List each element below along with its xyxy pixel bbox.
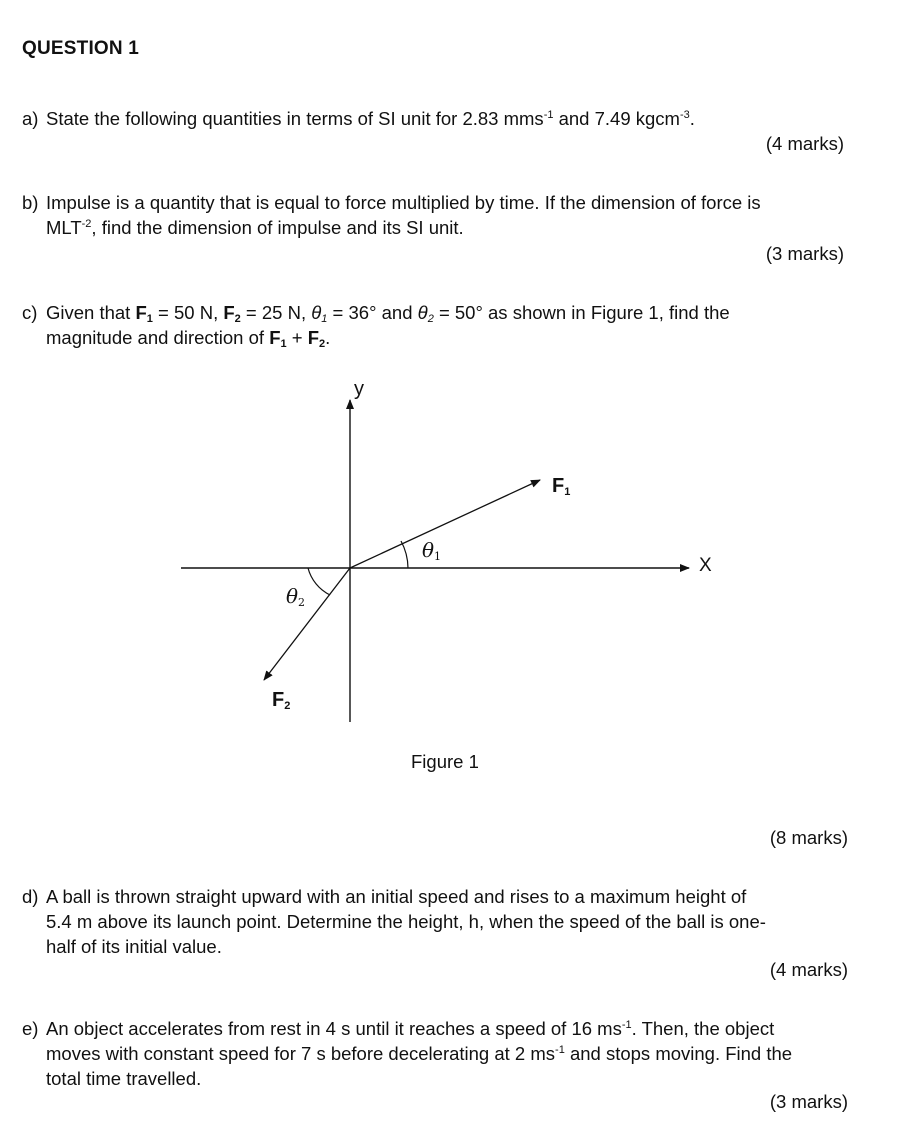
question-d-line2: 5.4 m above its launch point. Determine the height, h, when the speed of the ball is one- [46,911,766,932]
question-e-line2b: and stops moving. Find the [564,1043,793,1064]
question-b-text-1: Impulse is a quantity that is equal to force multiplied by time. If the dimension of force is [46,192,761,213]
question-a-text-2: and 7.49 kgcm [553,108,680,129]
question-c-eq4: = 50° as shown in Figure 1, find the [433,302,730,323]
question-a-label: a) [22,108,39,129]
question-e-marks: (3 marks) [769,1091,848,1112]
f1-symbol: $F_1$ [135,302,153,325]
question-a-sup-2: -3 [679,109,690,121]
theta1-arc [401,541,408,568]
question-c-line2: magnitude and direction of [46,327,270,348]
f2-symbol-2: $F_2$ [307,327,326,350]
f1-label: $F_1$ [552,475,571,498]
question-c-eq3: = 36° and [327,302,418,323]
question-e-sup-2: -1 [555,1044,565,1056]
y-axis-label: y [354,378,364,400]
question-c-dot: . [325,327,331,348]
theta2-label: $\theta_2$ [286,584,306,609]
f2-symbol: $F_2$ [223,302,241,325]
question-d-line1: A ball is thrown straight upward with an initial speed and rises to a maximum height of [46,886,747,907]
theta2-arc [308,568,330,595]
question-c-given: Given that [46,302,136,323]
question-c-eq2: = 25 N, [240,302,312,323]
question-e-sup-1: -1 [621,1019,632,1031]
question-e-line1a: An object accelerates from rest in 4 s until it reaches a speed of 16 ms [46,1018,622,1039]
question-title: QUESTION 1 [22,38,140,59]
question-b-text-3: , find the dimension of impulse and its SI unit. [91,217,464,238]
question-a-text-3: . [689,108,695,129]
question-a-text-1: State the following quantities in terms of SI unit for 2.83 mms [46,108,544,129]
question-c-label: c) [22,302,38,323]
question-e-label: e) [22,1018,39,1039]
theta1-label: $\theta_1$ [422,538,442,563]
question-a-sup-1: -1 [543,109,554,121]
question-e-line1b: . Then, the object [631,1018,775,1039]
theta2-symbol: $\theta_2$ [417,302,434,325]
question-a-marks: (4 marks) [765,133,844,154]
f1-symbol-2: $F_1$ [269,327,287,350]
question-e-line2a: moves with constant speed for 7 s before decelerating at 2 ms [46,1043,556,1064]
question-b-sup-1: -2 [81,218,92,230]
f1-vector [350,480,540,568]
question-e [22,1016,792,1091]
figure-caption: Figure 1 [411,751,479,772]
question-c-marks: (8 marks) [769,827,848,848]
question-d-label: d) [22,886,39,907]
question-c-eq1: = 50 N, [152,302,224,323]
question-d-line3: half of its initial value. [46,936,222,957]
f2-vector [264,568,350,680]
question-d [22,884,766,959]
question-e-line3: total time travelled. [46,1068,202,1089]
x-axis-label: X [699,555,712,576]
question-b-text-2: MLT [46,217,82,238]
question-d-marks: (4 marks) [769,959,848,980]
theta1-symbol: $\theta_1$ [311,302,328,325]
f2-label: $F_2$ [272,689,291,712]
question-b-marks: (3 marks) [765,243,844,264]
question-b-label: b) [22,192,39,213]
question-c-plus: + [286,327,308,348]
